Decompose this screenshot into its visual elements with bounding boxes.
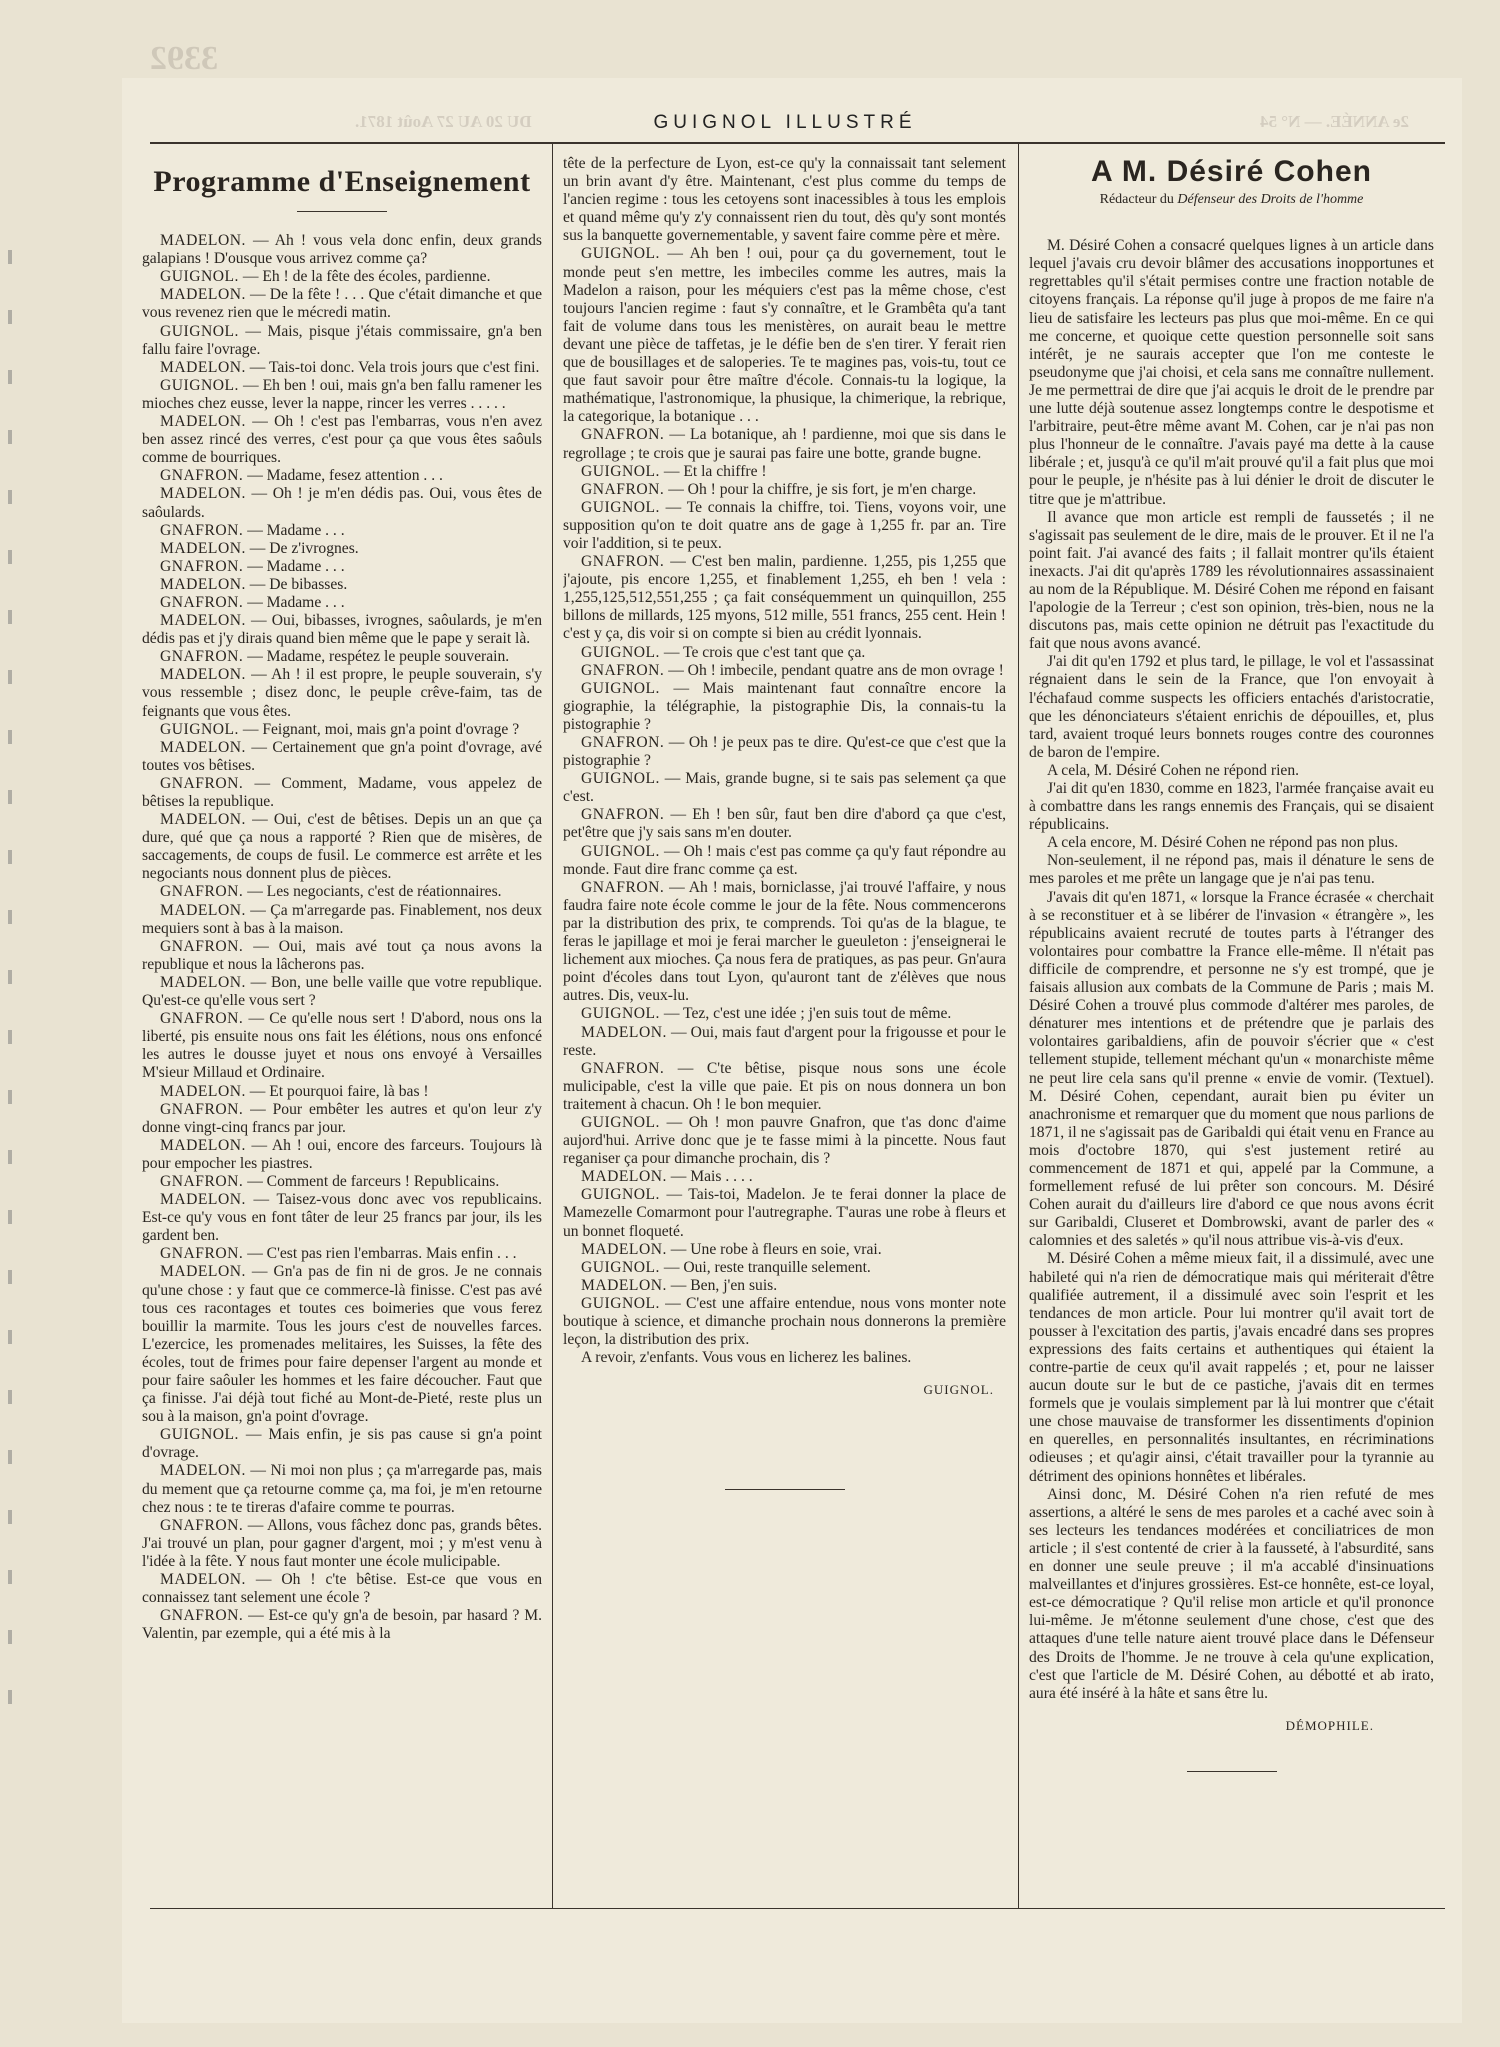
speaker-name: GNAFRON. [581, 878, 665, 896]
dialogue-line [142, 739, 542, 775]
column-divider-1 [552, 143, 553, 1908]
speaker-name: MADELON. [160, 901, 246, 919]
dialogue-line [563, 499, 1006, 553]
article-2-signature: DÉMOPHILE. [1285, 1717, 1374, 1733]
speaker-name: GUIGNOL. [160, 1426, 239, 1444]
line-text: — Mais . . . . [670, 1168, 753, 1186]
speaker-name: MADELON. [160, 1462, 246, 1480]
title-rule [297, 211, 387, 212]
speaker-name: MADELON. [160, 358, 246, 376]
line-text: — Oh ! pour la chiffre, je sis fort, je m'en charge. [668, 480, 977, 498]
dialogue-line [142, 1173, 542, 1191]
line-text: — Madame, respétez le peuple souverain. [247, 648, 510, 666]
speaker-name: MADELON. [160, 973, 246, 991]
speaker-name: GNAFRON. [160, 467, 244, 485]
line-text: — C'est une affaire entendue, nous vons monter note boutique à science, et dimanche prochain nous donnerons la première leçon, la distribution des prix. [563, 1294, 1006, 1349]
line-text: — Mais enfin, je sis pas cause si gn'a point d'ovrage. [142, 1426, 542, 1462]
dialogue-line [142, 1083, 542, 1101]
speaker-name: GUIGNOL. [581, 462, 660, 480]
dialogue-line [142, 594, 542, 612]
line-text: — Oh ! imbecile, pendant quatre ans de mon ovrage ! [668, 661, 1004, 679]
line-text: — De bibasses. [249, 575, 348, 593]
line-text: A revoir, z'enfants. Vous vous en licherez les balines. [581, 1349, 912, 1367]
dialogue-line [563, 1349, 1006, 1367]
speaker-name: MADELON. [160, 286, 246, 304]
line-text: — Madame, fesez attention . . . [247, 467, 443, 485]
speaker-name: GNAFRON. [160, 521, 244, 539]
speaker-name: MADELON. [160, 612, 246, 630]
speaker-name: GUIGNOL. [581, 643, 660, 661]
dialogue-line [563, 770, 1006, 806]
speaker-name: MADELON. [581, 1240, 667, 1258]
dialogue-line [563, 806, 1006, 842]
dialogue-line [142, 1607, 542, 1643]
line-text: — Oh ! mon pauvre Gnafron, que t'as donc d'aime aujord'hui. Arrive donc que je te fasse mimi à la pincette. Nous faut reganiser ça pour dimanche prochain, dis ? [563, 1113, 1006, 1168]
line-text: — Ah ! vous vela donc enfin, deux grands galapians ! D'ousque vous arrivez comme ça? [142, 232, 542, 268]
line-text: — Est-ce qu'y gn'a de besoin, par hasard ? M. Valentin, par ezemple, qui a été mis à la [142, 1607, 542, 1643]
dialogue-line [563, 1277, 1006, 1295]
line-text: — Oh ! je m'en dédis pas. Oui, vous êtes de saôulards. [142, 485, 542, 521]
bleed-through-year: 2e ANNÉE. — N° 54 [1260, 112, 1409, 131]
speaker-name: MADELON. [581, 1168, 667, 1186]
speaker-name: MADELON. [160, 1082, 246, 1100]
dialogue-line [563, 644, 1006, 662]
page-bottom-rule [150, 1908, 1445, 1909]
column-1 [142, 155, 542, 1900]
speaker-name: MADELON. [160, 811, 246, 829]
dialogue-line [142, 1571, 542, 1607]
speaker-name: GUIGNOL. [581, 1258, 660, 1276]
bleed-through-date: DU 20 AU 27 Août 1871. [355, 112, 532, 131]
line-text: — De la fête ! . . . Que c'était dimanche et que vous revenez rien que le mécredi matin. [142, 286, 542, 322]
dialogue-line [142, 268, 542, 286]
speaker-name: GUIGNOL. [160, 268, 239, 286]
speaker-name: GUIGNOL. [581, 1186, 660, 1204]
speaker-name: GUIGNOL. [581, 1005, 660, 1023]
speaker-name: GUIGNOL. [581, 1294, 660, 1312]
speaker-name: MADELON. [160, 1136, 246, 1154]
dialogue-line [142, 1517, 542, 1571]
dialogue-line [563, 734, 1006, 770]
dialogue-line [563, 553, 1006, 643]
masthead-title: GUIGNOL ILLUSTRÉ [653, 112, 917, 133]
dialogue-line [563, 1060, 1006, 1114]
line-text: — Madame . . . [247, 593, 345, 611]
dialogue-line [142, 902, 542, 938]
dialogue-line [142, 323, 542, 359]
dialogue-line [142, 1245, 542, 1263]
speaker-name: GNAFRON. [160, 883, 244, 901]
line-text: — Tais-toi donc. Vela trois jours que c'est fini. [249, 358, 540, 376]
dialogue-line [563, 1168, 1006, 1186]
bleed-through-page-number: 3392 [150, 40, 218, 77]
article-2-subtitle [1029, 191, 1434, 209]
article-paragraph: M. Désiré Cohen a même mieux fait, il a dissimulé, avec une habileté qui n'a rien de démocratique mais qui mériterait d'être qualifiée autrement, il a dissimulé avec soin l'esprit et les tendances de mon article. Pour lui montrer qu'il avait tort de pousser à l'excitation des partis, j'avais encadré dans ses propres expressions des faits certains et authentiques qui étaient la contre-partie de ceux qu'il avait rappelés ; et, pour ne laisser aucun doute sur le but de ce pastiche, j'avais dit en termes formels que je voulais simplement par là lui montrer que c'était une chose mauvaise de transformer les dissentiments d'opinion en querelles, en personnalités insultantes, en récriminations odieuses ; et qu'agir ainsi, c'était travailler pour la tyrannie au détriment des opinions honnêtes et libérales. [1029, 1250, 1434, 1485]
speaker-name: GNAFRON. [160, 648, 244, 666]
line-text: — Mais, pisque j'étais commissaire, gn'a ben fallu faire l'ovrage. [142, 322, 542, 358]
line-text: — Ce qu'elle nous sert ! D'abord, nous ons la liberté, pis ensuite nous ons fait les élétions, nous ons enfoncé les autres le dousse juyet et nous ons envoyé à Versailles M'sieur Millaud et Ordinaire. [142, 1010, 542, 1082]
speaker-name: GNAFRON. [160, 1607, 244, 1625]
article-paragraph: J'ai dit qu'en 1792 et plus tard, le pillage, le vol et l'assassinat régnaient dans le sein de la France, que l'on envoyait à l'échafaud comme suspects les officiers entachés d'aristocratie, que les dénonciateurs s'étaient enrichis de dépouilles, et, plus tard, avaient troqué leurs bonnets rouges contre des couronnes de baron de l'empire. [1029, 653, 1434, 761]
line-text: — Oh ! c'te bêtise. Est-ce que vous en connaissez tant selement une école ? [142, 1571, 542, 1607]
line-text: — C'te bêtise, pisque nous sons une école mulicipable, c'est la ville que paie. Et pis on nous donnera un bon traitement à chacun. Oh ! le bon mequier. [563, 1059, 1006, 1113]
line-text: — C'est pas rien l'embarras. Mais enfin . . . [247, 1245, 517, 1263]
line-text: — Ah ! mais, borniclasse, j'ai trouvé l'affaire, y nous faudra faire note école comme le jour de la fête. Nous commencerons par la distribution des prix, te comprends. Toi qu'as de la blague, te feras le japillage et moi je ferai marcher le gueuleton : j'enseignerai le lichement aux mioches. Ça nous fera de pratiques, as pas peur. Gn'aura point d'écoles dans tout Lyon, qu'auront tant de z'élèves que nous autres. Dis, veux-lu. [563, 878, 1006, 1005]
dialogue-line [142, 1263, 542, 1426]
line-text: — Taisez-vous donc avec vos republicains. Est-ce qu'y vous en font tâter de leur 25 francs par jour, ils les gardent ben. [142, 1191, 542, 1245]
speaker-name: MADELON. [160, 738, 246, 756]
dialogue-line [563, 426, 1006, 462]
dialogue-line [142, 1426, 542, 1462]
dialogue-line [142, 974, 542, 1010]
line-text: — Eh ! de la fête des écoles, pardienne. [242, 268, 491, 286]
dialogue-line [142, 232, 542, 268]
dialogue-line [142, 938, 542, 974]
speaker-name: MADELON. [160, 1263, 246, 1281]
speaker-name: GUIGNOL. [160, 720, 239, 738]
line-text: — Ah ! oui, encore des farceurs. Toujours là pour empocher les piastres. [142, 1136, 542, 1172]
line-text: — Et la chiffre ! [663, 462, 767, 480]
dialogue-line [142, 1191, 542, 1245]
speaker-name: GUIGNOL. [160, 376, 239, 394]
speaker-name: GNAFRON. [581, 806, 665, 824]
line-text: — Comment de farceurs ! Republicains. [247, 1172, 500, 1190]
line-text: — Ça m'arregarde pas. Finablement, nos deux mequiers sont à bas à la maison. [142, 901, 542, 937]
article-1-title: Programme d'Enseignement [153, 165, 531, 198]
dialogue-line [563, 1241, 1006, 1259]
article-paragraph: J'ai dit qu'en 1830, comme en 1823, l'armée française avait eu à combattre dans les rangs ennemis des Français, qui se disaient républicains. [1029, 780, 1434, 834]
dialogue-line [142, 775, 542, 811]
line-text: — Pour embêter les autres et qu'on leur z'y donne vingt-cinq francs par jour. [142, 1100, 542, 1136]
dialogue-line [142, 522, 542, 540]
column-3 [1029, 155, 1434, 1900]
dialogue-line [563, 879, 1006, 1006]
dialogue-line [563, 463, 1006, 481]
article-2-end-rule [1187, 1771, 1277, 1772]
dialogue-line [563, 1295, 1006, 1349]
article-2-body [1029, 237, 1434, 1703]
line-text: — Feignant, moi, mais gn'a point d'ovrage ? [242, 720, 520, 738]
dialogue-line [563, 1024, 1006, 1060]
speaker-name: GNAFRON. [160, 1010, 244, 1028]
masthead-rule [150, 142, 1445, 144]
article-1-body-part-1 [142, 232, 542, 1643]
line-text: — Te connais la chiffre, toi. Tiens, voyons voir, une supposition qu'on te doit quatre ans de gage à 1,255 fr. par an. Tire voir l'addition, si te peux. [563, 498, 1006, 552]
subtitle-prefix: Rédacteur du [1099, 192, 1174, 208]
speaker-name: MADELON. [581, 1276, 667, 1294]
line-text: — Oh ! c'est pas l'embarras, vous n'en avez ben assez rincé des verres, c'est pour ça que vous êtes saôuls comme de bourriques. [142, 413, 542, 467]
speaker-name: GNAFRON. [160, 1100, 244, 1118]
speaker-name: MADELON. [160, 1191, 246, 1209]
speaker-name: GNAFRON. [160, 593, 244, 611]
dialogue-line [142, 1137, 542, 1173]
dialogue-line [142, 666, 542, 720]
line-text: — Madame . . . [247, 521, 345, 539]
line-text: — C'est ben malin, pardienne. 1,255, pis 1,255 que j'ajoute, pis encore 1,255, et finablement 1,255, eh ben ! vela : 1,255,125,512,551,255 ; ça fait conséquemment un quinquillon, 255 billons de millards, 125 myons, 512 mille, 551 francs, 255 cent. Hein ! c'est y ça, dis voir si on compte si bien au crédit lyonnais. [563, 553, 1006, 643]
speaker-name: GNAFRON. [581, 1059, 665, 1077]
speaker-name: MADELON. [160, 539, 246, 557]
dialogue-line [142, 467, 542, 485]
line-text: — Eh ben ! oui, mais gn'a ben fallu ramener les mioches chez eusse, lever la nappe, rincer les verres . . . . . [142, 376, 542, 412]
dialogue-line [142, 1101, 542, 1137]
speaker-name: GUIGNOL. [581, 498, 660, 516]
speaker-name: GNAFRON. [581, 426, 665, 444]
speaker-name: GNAFRON. [581, 661, 665, 679]
line-text: — Oui, mais avé tout ça nous avons la republique et nous la lâcherons pas. [142, 937, 542, 973]
dialogue-line [142, 359, 542, 377]
dialogue-line [142, 721, 542, 739]
line-text: — Oui, bibasses, ivrognes, saôulards, je m'en dédis pas et j'y dirais quand bien même que le pape y serait là. [142, 612, 542, 648]
speaker-name: MADELON. [581, 1023, 667, 1041]
line-text: — Et pourquoi faire, là bas ! [249, 1082, 429, 1100]
speaker-name: GNAFRON. [581, 734, 665, 751]
dialogue-line [563, 245, 1006, 426]
dialogue-line [142, 811, 542, 883]
speaker-name: GUIGNOL. [581, 1113, 660, 1131]
line-text: — Tez, c'est une idée ; j'en suis tout de même. [663, 1005, 952, 1023]
article-paragraph: M. Désiré Cohen a consacré quelques lignes à un article dans lequel j'avais cru devoir blâmer des accusations inopportunes et regrettables qu'il s'était permises contre une fraction notable de citoyens français. La réponse qu'il juge à propos de me faire n'a lieu de satisfaire les lecteurs pas plus que moi-même. En ce qui me concerne, et quoique cette question personnelle soit sans intérêt, je ne saurais accepter que l'on me conteste le pseudonyme que j'ai choisi, et cela sans me connaître nullement. Je me permettrai de dire que j'ai acquis le droit de le prendre par une lutte déjà soutenue assez longtemps contre le despotisme et l'arbitraire, peut-être même avant M. Cohen, car je n'ai pas non plus l'honneur de le connaître. J'avais payé ma dette à la cause libérale ; et, jusqu'à ce qu'il m'ait prouvé qu'il a fait plus que moi pour le peuple, je n'hésite pas à lui dénier le droit de discuter le titre que je m'attribue. [1029, 237, 1434, 508]
dialogue-line [142, 1462, 542, 1516]
line-text: — Oh ! je peux pas te dire. Qu'est-ce que c'est que la pistographie ? [563, 734, 1006, 770]
dialogue-line [563, 662, 1006, 680]
speaker-name: MADELON. [160, 413, 246, 431]
dialogue-line [563, 1114, 1006, 1168]
line-text: — Bon, une belle vaille que votre republique. Qu'est-ce qu'elle vous sert ? [142, 973, 542, 1010]
speaker-name: MADELON. [160, 575, 246, 593]
speaker-name: MADELON. [160, 1571, 246, 1589]
speaker-name: GUIGNOL. [581, 679, 660, 697]
article-1-signature: GUIGNOL. [923, 1382, 994, 1398]
speaker-name: MADELON. [160, 666, 246, 684]
speaker-name: GNAFRON. [160, 937, 244, 955]
dialogue-line [563, 1005, 1006, 1023]
article-paragraph: Il avance que mon article est rempli de faussetés ; il ne s'agissait pas seulement de le dire, mais de le prouver. Et il ne l'a point fait. J'ai avancé des faits ; il fallait montrer qu'ils étaient inexacts. J'ai dit qu'après 1789 les révolutionnaires assassinaient au nom de la République. M. Désiré Cohen me répond en faisant l'apologie de la Terreur ; c'est son opinion, très-bien, nous ne la discutons pas, mais cette opinion ne détruit pas l'exactitude du fait que nous avons avancé. [1029, 508, 1434, 653]
dialogue-line [142, 286, 542, 322]
line-text: — Ah ben ! oui, pour ça du governement, tout le monde peut s'en mettre, les imbeciles comme les autres, mais la Madelon a raison, pour les méquiers c'est pas la même chose, c'est toujours l'ancien regime : faut s'y connaître, et le Grambêta qu'a tant fait de volume dans tous les menistères, on aurait beau le mettre devant une pièce de taffetas, je le défie ben de s'en tirer. Y ferait rien que de bousillages et de saloperies. Te te magines pas, vois-tu, tout ce que faut savoir pour être maître d'école. Connais-tu la logique, la mathématique, l'astronomique, la phusique, la chimerique, la rebrique, la categorique, la botanique . . . [563, 245, 1006, 426]
speaker-name: GUIGNOL. [581, 842, 660, 860]
line-text: — Certainement que gn'a point d'ovrage, avé toutes vos bêtises. [142, 738, 542, 774]
line-text: — Eh ! ben sûr, faut ben dire d'abord ça que c'est, pet'être que j'y sais sans m'en douter. [563, 806, 1006, 842]
line-text: — Ben, j'en suis. [670, 1276, 778, 1294]
dialogue-line [142, 413, 542, 467]
speaker-name: GNAFRON. [581, 553, 665, 571]
subtitle-newspaper: Défenseur des Droits de l'homme [1177, 192, 1364, 208]
dialogue-line [563, 1186, 1006, 1240]
article-1-end-rule [725, 1489, 845, 1490]
speaker-name: GUIGNOL. [160, 322, 239, 340]
speaker-name: GNAFRON. [160, 1516, 244, 1534]
line-text: — Tais-toi, Madelon. Je te ferai donner la place de Mamezelle Comarmont pour l'autregraphe. T'auras une robe à fleurs et un bonnet floqueté. [563, 1186, 1006, 1240]
column-divider-2 [1018, 143, 1019, 1908]
line-text: — Mais maintenant faut connaître encore la giographie, la télégraphie, la pistographie Dis, la connais-tu la pistographie ? [563, 679, 1006, 733]
column-2 [563, 155, 1006, 1900]
dialogue-line [142, 540, 542, 558]
dialogue-line [563, 155, 1006, 245]
dialogue-line [142, 1010, 542, 1082]
speaker-name: MADELON. [160, 232, 246, 250]
line-text: — Oui, mais faut d'argent pour la frigousse et pour le reste. [563, 1023, 1006, 1059]
line-text: — Ah ! il est propre, le peuple souverain, s'y vous ressemble ; disez donc, le peuple crêve-faim, tas de feignants que vous êtes. [142, 666, 542, 720]
line-text: — Oh ! mais c'est pas comme ça qu'y faut répondre au monde. Faut dire franc comme ça est. [563, 842, 1006, 878]
speaker-name: MADELON. [160, 485, 246, 503]
line-text: — Une robe à fleurs en soie, vrai. [670, 1240, 882, 1258]
line-text: — Te crois que c'est tant que ça. [663, 643, 866, 661]
left-margin-marks [8, 250, 12, 1750]
line-text: — Oui, reste tranquille selement. [663, 1258, 871, 1276]
dialogue-line [142, 558, 542, 576]
dialogue-line [142, 377, 542, 413]
dialogue-line [563, 1259, 1006, 1277]
article-paragraph: A cela encore, M. Désiré Cohen ne répond pas non plus. [1047, 834, 1399, 852]
speaker-name: GNAFRON. [160, 557, 244, 575]
article-paragraph: Non-seulement, il ne répond pas, mais il dénature le sens de mes paroles et me prête un langage que je n'ai pas tenu. [1029, 852, 1434, 888]
speaker-name: GNAFRON. [160, 1172, 244, 1190]
dialogue-line [142, 485, 542, 521]
speaker-name: GUIGNOL. [581, 245, 660, 263]
article-paragraph: Ainsi donc, M. Désiré Cohen n'a rien refuté de mes assertions, a altéré le sens de mes paroles et a caché avec soin à ses lecteurs les tendances modérées et conciliatrices de mon article ; il s'est contenté de crier à la fausseté, à l'absurdité, sans en donner une seule preuve ; il m'a accablé d'insinuations malveillantes et d'injures grossières. Est-ce honnête, est-ce loyal, est-ce démocratique ? Qu'il relise mon article et qu'il prononce lui-même. Je m'étonne seulement d'une chose, c'est que des attaques d'une telle nature aient trouvé place dans le Défenseur des Droits de l'homme. Je ne trouve à cela qu'une explication, c'est que l'article de M. Désiré Cohen, au débotté et ab irato, aura été inséré à la hâte et sans être lu. [1029, 1485, 1434, 1702]
line-text: — Oui, c'est de bêtises. Depis un an que ça dure, qué que ça nous a rapporté ? Rien que de misères, de saccagements, de coups de fusil. Le commerce est arrête et les negociants nous donnent plus de pièces. [142, 811, 542, 883]
speaker-name: GNAFRON. [160, 774, 244, 792]
line-text: — La botanique, ah ! pardienne, moi que sis dans le regrollage ; te crois que je saurai pas faire une botte, grande bugne. [563, 426, 1006, 462]
line-text: — Les negociants, c'est de réationnaires. [247, 883, 502, 901]
dialogue-line [142, 648, 542, 666]
dialogue-line [563, 843, 1006, 879]
line-text: — Ni moi non plus ; ça m'arregarde pas, mais du mement que ça retourne comme ça, ma foi, je m'en retourne chez nous : te te tireras d'afaire comme te pourras. [142, 1462, 542, 1516]
article-1-body-part-2 [563, 155, 1006, 1367]
line-text: — De z'ivrognes. [249, 539, 359, 557]
dialogue-line [142, 883, 542, 901]
article-2-title: A M. Désiré Cohen [1091, 155, 1372, 188]
line-text: — Allons, vous fâchez donc pas, grands bêtes. J'ai trouvé un plan, pour gagner d'argent, moi ; y m'est venu à l'idée à la fête. Y nous faut monter une école mulicipable. [142, 1516, 542, 1570]
dialogue-line [142, 576, 542, 594]
dialogue-line [563, 680, 1006, 734]
line-text: — Comment, Madame, vous appelez de bêtises la republique. [142, 774, 542, 810]
line-text: — Gn'a pas de fin ni de gros. Je ne connais qu'une chose : y faut que ce commerce-là finisse. C'est pas avé tous ces racontages et toutes ces boimeries que vous ferez bouillir la marmite. Tous les jours c'est de nouvelles farces. L'ezercice, les promenades melitaires, les Suisses, la fête des écoles, tout de frimes pour faire depenser l'argent au monde et pour faire saôuler les hommes et les faire découcher. Faut que ça finisse. J'ai déjà tout fiché au Mont-de-Pieté, reste plus un sou à la maison, gn'a point d'ovrage. [142, 1263, 542, 1426]
line-text: — Madame . . . [247, 557, 345, 575]
speaker-name: GNAFRON. [581, 480, 665, 498]
speaker-name: GNAFRON. [160, 1245, 244, 1263]
speaker-name: GUIGNOL. [581, 770, 660, 788]
line-text: — Mais, grande bugne, si te sais pas selement ça que c'est. [563, 770, 1006, 806]
article-paragraph: A cela, M. Désiré Cohen ne répond rien. [1047, 761, 1300, 779]
article-paragraph: J'avais dit qu'en 1871, « lorsque la France écrasée « cherchait à se reconstituer et à se libérer de l'invasion « étrangère », les républicains avaient recruté de toutes parts à l'étranger des volontaires pour combattre la France elle-même. Il n'était pas difficile de comprendre, et personne ne s'y est trompé, que je faisais allusion aux combats de la Commune de Paris ; mais M. Désiré Cohen a trouvé plus commode d'altérer mes paroles, de dénaturer mes intentions et de prétendre que je parlais des volontaires garibaldiens, afin de pouvoir s'écrier que « c'est tellement stupide, tellement méchant qu'un « monarchiste même ne peut lire cela sans qu'il prenne « envie de vomir. (Textuel). M. Désiré Cohen, cependant, aurait bien pu éviter un anachronisme et remarquer que du moment que nous parlions de 1871, il ne s'agissait pas de Garibaldi qui était venu en France au mois d'octobre 1870, qui s'est justement retiré au commencement de 1871 et qui, appelé par la Commune, a formellement refusé de lui prêter son concours. M. Désiré Cohen aurait du d'ailleurs lire d'abord ce que nous avons écrit sur Garibaldi, Cluseret et Dombrowski, avant de parler des « calomnies et des saletés » qu'il nous attribue vis-à-vis d'eux. [1029, 888, 1434, 1250]
dialogue-line [142, 612, 542, 648]
dialogue-line [563, 481, 1006, 499]
line-text: tête de la perfecture de Lyon, est-ce qu'y la connaissait tant selement un brin avant d'y être. Maintenant, c'est plus comme du temps de l'ancien regime : tous les cetoyens sont inacessibles à tous les emplois et quand même qu'y z'y connaissent rien du tout, dès qu'y sont montés sus la banquette governementable, y savent faire comme père et mère. [563, 155, 1006, 245]
